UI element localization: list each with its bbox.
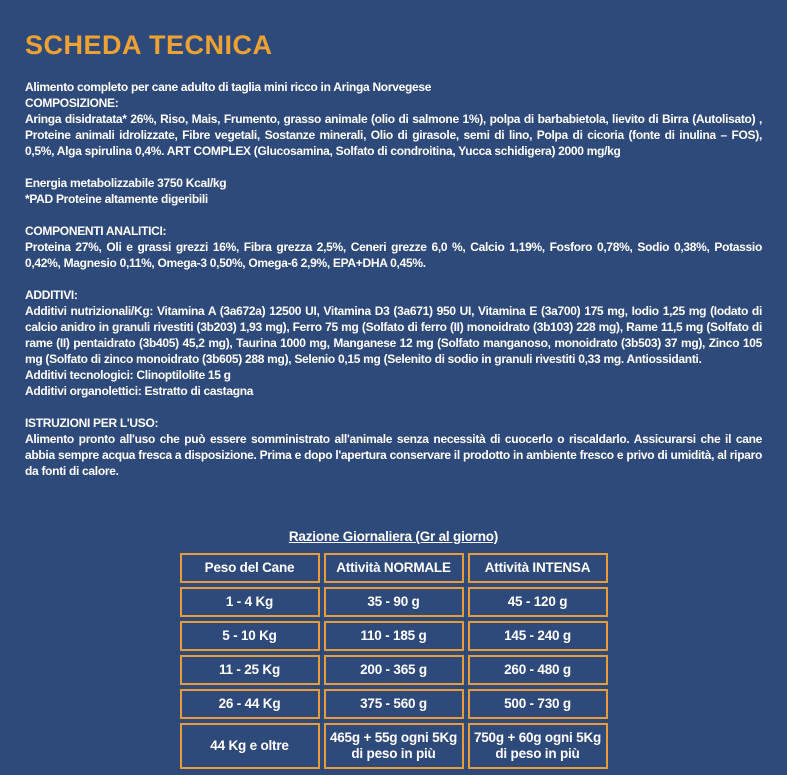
composizione-label: COMPOSIZIONE: bbox=[25, 96, 119, 110]
istruzioni-text: Alimento pronto all'uso che può essere somministrato all'animale senza necessità di cuocerlo o riscaldarlo. Assicurarsi che il cane abbia sempre acqua fresca a disposizione. Prima e dopo l'apertura conservare il prodotto in ambiente fresco e privo di umidità, al riparo da fonti di calore. bbox=[25, 432, 762, 478]
ration-table bbox=[176, 549, 612, 773]
cell-weight: 11 - 25 Kg bbox=[180, 655, 320, 685]
cell-weight: 1 - 4 Kg bbox=[180, 587, 320, 617]
intro-line: Alimento completo per cane adulto di taglia mini ricco in Aringa Norvegese bbox=[25, 80, 432, 94]
header-attivita-normale: Attività NORMALE bbox=[324, 553, 464, 583]
spacer bbox=[25, 159, 762, 175]
cell-intense-activity: 45 - 120 g bbox=[468, 587, 608, 617]
spacer bbox=[25, 399, 762, 415]
cell-intense-activity: 500 - 730 g bbox=[468, 689, 608, 719]
componenti-text: Proteina 27%, Oli e grassi grezzi 16%, Fibra grezza 2,5%, Ceneri grezze 6,0 %, Calcio 1,19%, Fosforo 0,78%, Sodio 0,38%, Potassio 0,42%, Magnesio 0,11%, Omega-3 0,50%, Omega-6 2,9%, EPA+DHA 0,45%. bbox=[25, 240, 762, 270]
cell-normal-activity: 110 - 185 g bbox=[324, 621, 464, 651]
cell-normal-activity: 465g + 55g ogni 5Kg di peso in più bbox=[324, 723, 464, 769]
istruzioni-label: ISTRUZIONI PER L'USO: bbox=[25, 416, 159, 430]
ration-table-title: Razione Giornaliera (Gr al giorno) bbox=[288, 529, 499, 544]
table-row bbox=[180, 621, 608, 651]
additivi-nutrizionali-text: Additivi nutrizionali/Kg: Vitamina A (3a672a) 12500 UI, Vitamina D3 (3a671) 950 UI, Vitamina E (3a700) 175 mg, Iodio 1,25 mg (Iodato di calcio anidro in granuli rivestiti (3b203) 1,93 mg), Ferro 75 mg (Solfato di ferro (II) monoidrato (3b103) 228 mg), Rame 11,5 mg (Solfato di rame (II) pentaidrato (3b405) 45,2 mg), Taurina 1000 mg, Manganese 12 mg (Solfato manganoso, monoidrato (3b503) 37 mg), Zinco 105 mg (Solfato di zinco monoidrato (3b605) 288 mg), Selenio 0,15 mg (Selenito di sodio in granuli rivestiti 0,33 mg. Antiossidanti. bbox=[25, 304, 762, 366]
table-row bbox=[180, 723, 608, 769]
cell-intense-activity: 260 - 480 g bbox=[468, 655, 608, 685]
energia-line1: Energia metabolizzabile 3750 Kcal/kg bbox=[25, 176, 227, 190]
composizione-text: Aringa disidratata* 26%, Riso, Mais, Frumento, grasso animale (olio di salmone 1%), polpa di barbabietola, lievito di Birra (Autolisato) , Proteine animali idrolizzate, Fibre vegetali, Sostanze minerali, Olio di girasole, semi di lino, Polpa di cicoria (fonte di inulina – FOS), 0,5%, Alga spirulina 0,4%. ART COMPLEX (Glucosamina, Solfato di condroitina, Yucca schidigera) 2000 mg/kg bbox=[25, 112, 762, 158]
cell-weight: 5 - 10 Kg bbox=[180, 621, 320, 651]
spacer bbox=[25, 271, 762, 287]
componenti-label: COMPONENTI ANALITICI: bbox=[25, 224, 167, 238]
additivi-label: ADDITIVI: bbox=[25, 288, 78, 302]
table-row bbox=[180, 587, 608, 617]
cell-normal-activity: 200 - 365 g bbox=[324, 655, 464, 685]
cell-normal-activity: 35 - 90 g bbox=[324, 587, 464, 617]
daily-ration-section bbox=[25, 529, 762, 773]
additivi-tecnologici-text: Additivi tecnologici: Clinoptilolite 15 g bbox=[25, 368, 231, 382]
table-row bbox=[180, 655, 608, 685]
ration-table-header-row bbox=[180, 553, 608, 583]
spacer bbox=[25, 207, 762, 223]
header-peso-del-cane: Peso del Cane bbox=[180, 553, 320, 583]
additivi-organolettici-text: Additivi organolettici: Estratto di castagna bbox=[25, 384, 254, 398]
cell-weight: 26 - 44 Kg bbox=[180, 689, 320, 719]
page-title: SCHEDA TECNICA bbox=[25, 30, 273, 60]
table-row bbox=[180, 689, 608, 719]
energia-line2: *PAD Proteine altamente digeribili bbox=[25, 192, 208, 206]
cell-weight: 44 Kg e oltre bbox=[180, 723, 320, 769]
header-attivita-intensa: Attività INTENSA bbox=[468, 553, 608, 583]
cell-intense-activity: 750g + 60g ogni 5Kg di peso in più bbox=[468, 723, 608, 769]
cell-intense-activity: 145 - 240 g bbox=[468, 621, 608, 651]
cell-normal-activity: 375 - 560 g bbox=[324, 689, 464, 719]
